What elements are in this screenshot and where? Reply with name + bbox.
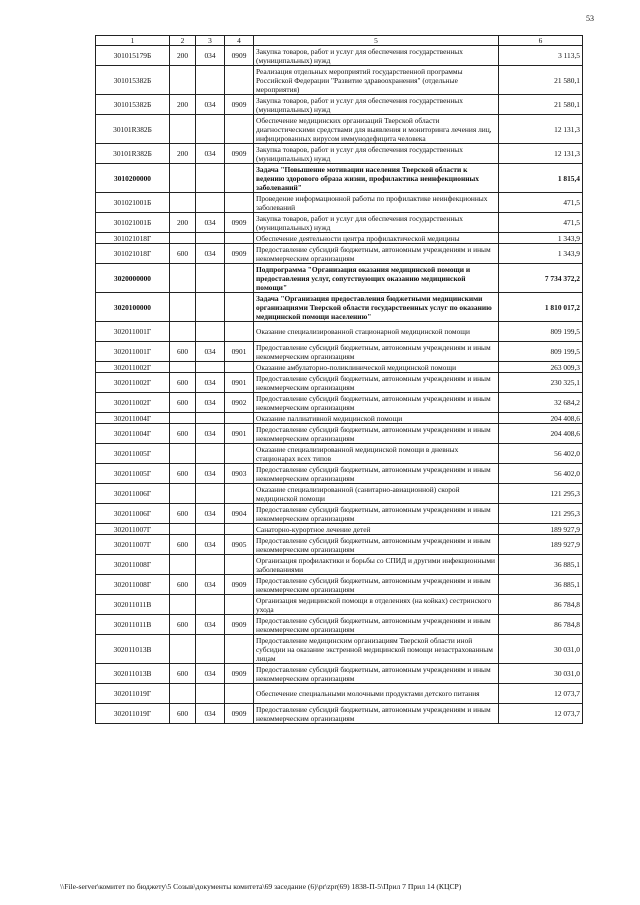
table-row [96,524,583,535]
row-admin-code [196,164,225,193]
row-code: 30101R382Б [96,115,170,144]
table-row [96,464,583,484]
row-admin-code [196,293,225,322]
row-description: Задача "Организация предоставления бюджетными медицинскими организациями Тверской области государственных услуг по оказанию медицинской помощи населению" [254,293,499,322]
row-amount: 7 734 372,2 [499,264,583,293]
row-type-code: 600 [170,615,196,635]
column-header-2: 2 [170,36,196,46]
row-admin-code: 034 [196,615,225,635]
row-admin-code [196,524,225,535]
row-section-code: 0909 [225,213,254,233]
row-type-code [170,524,196,535]
table-row [96,144,583,164]
row-description: Обеспечение деятельности центра профилактической медицины [254,233,499,244]
row-code: 302011019Г [96,684,170,704]
row-amount: 3 113,5 [499,46,583,66]
row-amount: 471,5 [499,193,583,213]
row-admin-code: 034 [196,704,225,724]
row-description: Закупка товаров, работ и услуг для обеспечения государственных (муниципальных) нужд [254,46,499,66]
row-description: Предоставление субсидий бюджетным, автономным учреждениям и иным некоммерческим организациям [254,704,499,724]
column-header-4: 4 [225,36,254,46]
row-code: 301015382Б [96,95,170,115]
row-description: Оказание специализированной медицинской помощи в дневных стационарах всех типов [254,444,499,464]
row-code: 302011002Г [96,362,170,373]
row-admin-code: 034 [196,535,225,555]
row-amount: 230 325,1 [499,373,583,393]
row-description: Предоставление субсидий бюджетным, автономным учреждениям и иным некоммерческим организациям [254,424,499,444]
row-section-code [225,484,254,504]
row-type-code [170,293,196,322]
table-row [96,575,583,595]
row-admin-code: 034 [196,95,225,115]
row-description: Предоставление субсидий бюджетным, автономным учреждениям и иным некоммерческим организациям [254,342,499,362]
table-row [96,342,583,362]
row-admin-code [196,413,225,424]
table-row [96,484,583,504]
file-path-footer: \\File-server\комитет по бюджету\5 Созыв\документы комитета\69 заседание (6)\pr\zpr(69) 1838-П-5\Прил 7 Прил 14 (КЦСР) [60,882,462,891]
row-description: Предоставление субсидий бюджетным, автономным учреждениям и иным некоммерческим организациям [254,464,499,484]
row-section-code [225,322,254,342]
row-section-code [225,66,254,95]
table-row [96,444,583,464]
row-admin-code: 034 [196,342,225,362]
table-row [96,664,583,684]
row-type-code [170,115,196,144]
table-row [96,164,583,193]
column-header-6: 6 [499,36,583,46]
row-type-code [170,635,196,664]
row-code: 302011006Г [96,504,170,524]
row-description: Обеспечение медицинских организаций Тверской области диагностическими средствами для выявления и мониторинга лечения лиц, инфицированных вирусом иммунодефицита человека [254,115,499,144]
row-admin-code [196,66,225,95]
row-code: 302011019Г [96,704,170,724]
row-type-code: 600 [170,704,196,724]
row-amount: 21 580,1 [499,66,583,95]
row-amount: 809 199,5 [499,322,583,342]
row-admin-code: 034 [196,575,225,595]
row-amount: 1 343,9 [499,244,583,264]
row-section-code [225,684,254,704]
row-type-code: 600 [170,373,196,393]
row-section-code [225,413,254,424]
row-description: Оказание специализированной стационарной медицинской помощи [254,322,499,342]
row-code: 301021018Г [96,233,170,244]
table-header-row [96,36,583,46]
row-amount: 1 810 017,2 [499,293,583,322]
row-code: 301021001Б [96,213,170,233]
row-admin-code [196,115,225,144]
row-type-code: 200 [170,95,196,115]
row-admin-code [196,322,225,342]
row-admin-code: 034 [196,393,225,413]
table-row [96,684,583,704]
row-section-code: 0909 [225,144,254,164]
row-amount: 189 927,9 [499,524,583,535]
table-row [96,322,583,342]
column-header-5: 5 [254,36,499,46]
row-code: 302011001Г [96,342,170,362]
row-amount: 30 031,0 [499,635,583,664]
row-type-code: 600 [170,504,196,524]
row-description: Предоставление субсидий бюджетным, автономным учреждениям и иным некоммерческим организациям [254,615,499,635]
row-code: 302011006Г [96,484,170,504]
row-type-code: 200 [170,144,196,164]
row-type-code [170,233,196,244]
row-type-code: 600 [170,342,196,362]
table-row [96,504,583,524]
row-admin-code [196,635,225,664]
row-code: 301021001Б [96,193,170,213]
row-code: 301015179Б [96,46,170,66]
row-amount: 12 131,3 [499,144,583,164]
table-row [96,413,583,424]
row-section-code: 0905 [225,535,254,555]
row-description: Предоставление субсидий бюджетным, автономным учреждениям и иным некоммерческим организациям [254,244,499,264]
row-admin-code: 034 [196,664,225,684]
table-row [96,46,583,66]
row-type-code: 200 [170,213,196,233]
row-description: Проведение информационной работы по профилактике неинфекционных заболеваний [254,193,499,213]
row-section-code [225,264,254,293]
row-amount: 36 885,1 [499,555,583,575]
row-description: Подпрограмма "Организация оказания медицинской помощи и предоставления услуг, сопутствующих оказанию медицинской помощи" [254,264,499,293]
row-code: 302011005Г [96,464,170,484]
row-type-code [170,413,196,424]
table-row [96,595,583,615]
row-amount: 30 031,0 [499,664,583,684]
row-amount: 32 684,2 [499,393,583,413]
row-type-code: 600 [170,535,196,555]
row-amount: 121 295,3 [499,484,583,504]
row-description: Предоставление медицинским организациям Тверской области иной субсидии на оказание экстренной медицинской помощи незастрахованным лицам [254,635,499,664]
row-amount: 1 815,4 [499,164,583,193]
row-type-code [170,264,196,293]
row-type-code [170,193,196,213]
row-description: Предоставление субсидий бюджетным, автономным учреждениям и иным некоммерческим организациям [254,535,499,555]
row-code: 302011004Г [96,413,170,424]
row-code: 302011002Г [96,393,170,413]
row-amount: 12 073,7 [499,704,583,724]
row-type-code [170,444,196,464]
table-row [96,264,583,293]
column-header-3: 3 [196,36,225,46]
row-admin-code [196,684,225,704]
table-body [96,46,583,724]
row-amount: 809 199,5 [499,342,583,362]
table-row [96,704,583,724]
row-admin-code [196,555,225,575]
row-type-code: 600 [170,393,196,413]
table-row [96,393,583,413]
row-type-code: 600 [170,424,196,444]
row-type-code [170,484,196,504]
row-section-code [225,193,254,213]
table-row [96,615,583,635]
row-amount: 471,5 [499,213,583,233]
row-code: 3020000000 [96,264,170,293]
row-section-code [225,362,254,373]
row-code: 302011002Г [96,373,170,393]
row-type-code [170,164,196,193]
row-description: Предоставление субсидий бюджетным, автономным учреждениям и иным некоммерческим организациям [254,504,499,524]
row-code: 302011013В [96,664,170,684]
table-row [96,244,583,264]
table-row [96,424,583,444]
row-amount: 12 073,7 [499,684,583,704]
row-amount: 56 402,0 [499,464,583,484]
row-section-code: 0901 [225,424,254,444]
column-header-1: 1 [96,36,170,46]
row-admin-code: 034 [196,144,225,164]
row-section-code [225,595,254,615]
row-amount: 189 927,9 [499,535,583,555]
row-section-code: 0909 [225,704,254,724]
table-row [96,555,583,575]
row-description: Предоставление субсидий бюджетным, автономным учреждениям и иным некоммерческим организациям [254,373,499,393]
row-section-code: 0909 [225,615,254,635]
row-description: Закупка товаров, работ и услуг для обеспечения государственных (муниципальных) нужд [254,144,499,164]
row-description: Оказание амбулаторно-поликлинической медицинской помощи [254,362,499,373]
table-row [96,362,583,373]
row-code: 302011007Г [96,524,170,535]
row-section-code: 0909 [225,95,254,115]
row-section-code [225,115,254,144]
row-admin-code [196,233,225,244]
row-code: 3010200000 [96,164,170,193]
row-section-code: 0902 [225,393,254,413]
row-code: 3020100000 [96,293,170,322]
row-description: Организация медицинской помощи в отделениях (на койках) сестринского ухода [254,595,499,615]
table-row [96,233,583,244]
row-section-code [225,555,254,575]
row-admin-code [196,264,225,293]
row-section-code [225,524,254,535]
row-description: Оказание паллиативной медицинской помощи [254,413,499,424]
table-row [96,635,583,664]
row-code: 30101R382Б [96,144,170,164]
row-amount: 86 784,8 [499,615,583,635]
row-type-code [170,322,196,342]
table-row [96,535,583,555]
row-amount: 12 131,3 [499,115,583,144]
row-section-code [225,293,254,322]
row-description: Закупка товаров, работ и услуг для обеспечения государственных (муниципальных) нужд [254,213,499,233]
row-description: Оказание специализированной (санитарно-авиационной) скорой медицинской помощи [254,484,499,504]
row-code: 302011004Г [96,424,170,444]
row-section-code: 0901 [225,342,254,362]
table-row [96,115,583,144]
row-code: 302011011В [96,615,170,635]
row-code: 302011013В [96,635,170,664]
row-admin-code: 034 [196,504,225,524]
row-type-code: 600 [170,664,196,684]
row-code: 301015382Б [96,66,170,95]
row-type-code: 200 [170,46,196,66]
row-section-code: 0904 [225,504,254,524]
row-code: 302011011В [96,595,170,615]
row-amount: 204 408,6 [499,413,583,424]
row-type-code [170,684,196,704]
row-description: Предоставление субсидий бюджетным, автономным учреждениям и иным некоммерческим организациям [254,393,499,413]
row-type-code [170,66,196,95]
row-type-code: 600 [170,244,196,264]
row-amount: 204 408,6 [499,424,583,444]
row-admin-code: 034 [196,213,225,233]
row-admin-code [196,595,225,615]
row-type-code: 600 [170,464,196,484]
row-code: 302011005Г [96,444,170,464]
row-admin-code [196,362,225,373]
row-description: Предоставление субсидий бюджетным, автономным учреждениям и иным некоммерческим организациям [254,575,499,595]
row-description: Закупка товаров, работ и услуг для обеспечения государственных (муниципальных) нужд [254,95,499,115]
row-code: 302011007Г [96,535,170,555]
row-admin-code: 034 [196,46,225,66]
page-number: 53 [586,14,594,23]
row-description: Реализация отдельных мероприятий государственной программы Российской Федерации "Развитие здравоохранения" (отдельные мероприятия) [254,66,499,95]
row-section-code [225,233,254,244]
row-section-code: 0909 [225,46,254,66]
row-amount: 263 009,3 [499,362,583,373]
row-description: Организация профилактики и борьбы со СПИД и другими инфекционными заболеваниями [254,555,499,575]
row-code: 301021018Г [96,244,170,264]
row-section-code: 0909 [225,244,254,264]
row-section-code: 0909 [225,575,254,595]
row-type-code [170,555,196,575]
row-section-code [225,444,254,464]
row-admin-code [196,444,225,464]
row-amount: 86 784,8 [499,595,583,615]
table-row [96,193,583,213]
row-type-code: 600 [170,575,196,595]
row-section-code [225,164,254,193]
row-type-code [170,362,196,373]
row-code: 302011008Г [96,575,170,595]
row-section-code: 0901 [225,373,254,393]
row-admin-code: 034 [196,244,225,264]
row-code: 302011001Г [96,322,170,342]
row-admin-code [196,484,225,504]
row-type-code [170,595,196,615]
row-description: Предоставление субсидий бюджетным, автономным учреждениям и иным некоммерческим организациям [254,664,499,684]
row-section-code [225,635,254,664]
row-description: Задача "Повышение мотивации населения Тверской области к ведению здорового образа жизни, профилактика неинфекционных заболеваний" [254,164,499,193]
row-code: 302011008Г [96,555,170,575]
table-row [96,293,583,322]
table-row [96,213,583,233]
row-amount: 56 402,0 [499,444,583,464]
row-description: Обеспечение специальными молочными продуктами детского питания [254,684,499,704]
row-admin-code: 034 [196,464,225,484]
table-row [96,95,583,115]
row-section-code: 0909 [225,664,254,684]
row-section-code: 0903 [225,464,254,484]
row-description: Санаторно-курортное лечение детей [254,524,499,535]
row-admin-code [196,193,225,213]
table-row [96,66,583,95]
row-admin-code: 034 [196,424,225,444]
row-admin-code: 034 [196,373,225,393]
budget-table [95,35,583,724]
row-amount: 21 580,1 [499,95,583,115]
row-amount: 121 295,3 [499,504,583,524]
table-row [96,373,583,393]
row-amount: 36 885,1 [499,575,583,595]
row-amount: 1 343,9 [499,233,583,244]
